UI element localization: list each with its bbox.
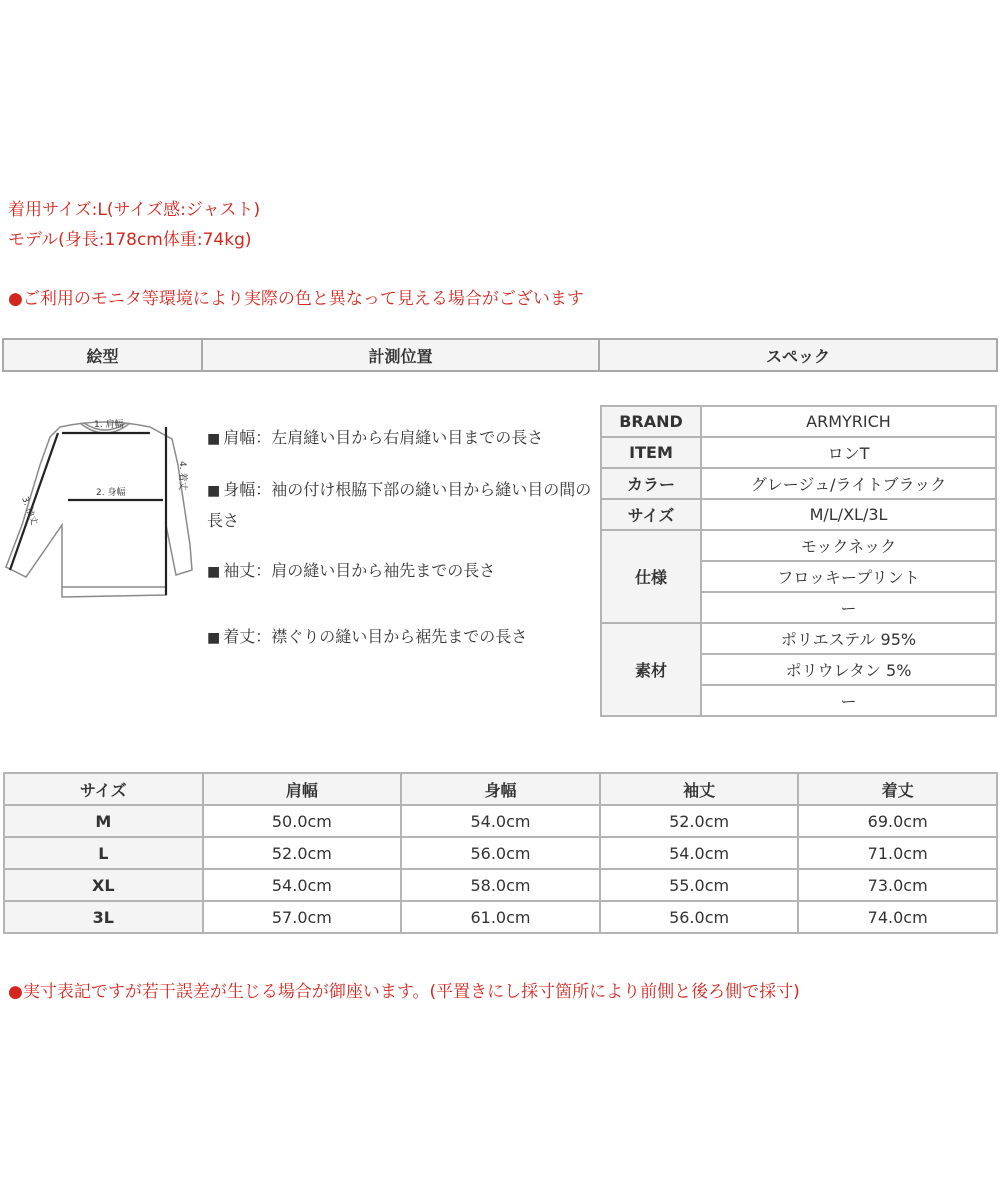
- spec-value-detail: モックネック: [701, 530, 996, 561]
- measurement-error-note: ●実寸表記ですが若干誤差が生じる場合が御座います。(平置きにし採寸箇所により前側と後ろ側で採寸): [8, 982, 800, 1002]
- measure-shoulder-text: 肩幅：左肩縫い目から右肩縫い目までの長さ: [223, 428, 544, 447]
- header-spec: スペック: [598, 338, 998, 372]
- size-value-cell: 54.0cm: [600, 837, 799, 869]
- measure-body-text: 身幅：袖の付け根脇下部の縫い目から縫い目の間の長さ: [207, 480, 592, 530]
- measure-body: [207, 475, 592, 535]
- shirt-outline-icon: [0, 405, 205, 615]
- measure-sleeve: [207, 556, 592, 587]
- size-label-cell: L: [4, 837, 203, 869]
- size-value-cell: 56.0cm: [401, 837, 600, 869]
- garment-diagram: [0, 405, 205, 615]
- header-diagram: 絵型: [2, 338, 203, 372]
- size-header-cell: 着丈: [798, 773, 997, 805]
- model-fit-size-note: 着用サイズ:L(サイズ感:ジャスト): [8, 200, 261, 220]
- measure-length-text: 着丈：襟ぐりの縫い目から裾先までの長さ: [223, 627, 528, 646]
- size-value-cell: 55.0cm: [600, 869, 799, 901]
- spec-value-color: グレージュ/ライトブラック: [701, 468, 996, 499]
- spec-row-color: [601, 468, 996, 499]
- size-value-cell: 50.0cm: [203, 805, 402, 837]
- spec-value-item: ロンT: [701, 437, 996, 468]
- diagram-label-body: 2. 身幅: [96, 488, 126, 498]
- spec-row-item: [601, 437, 996, 468]
- size-value-cell: 74.0cm: [798, 901, 997, 933]
- bullet-square-icon: ■: [207, 630, 221, 646]
- color-difference-note: ●ご利用のモニタ等環境により実際の色と異なって見える場合がございます: [8, 289, 584, 309]
- spec-value-material: ポリエステル 95%: [701, 623, 996, 654]
- table-row: [4, 901, 997, 933]
- size-header-cell: 袖丈: [600, 773, 799, 805]
- size-value-cell: 61.0cm: [401, 901, 600, 933]
- diagram-label-shoulder: 1. 肩幅: [94, 420, 124, 430]
- diagram-label-length: 4. 着丈: [177, 461, 187, 491]
- spec-value-detail: ー: [701, 592, 996, 623]
- size-table-header: [4, 773, 997, 805]
- spec-value-size: M/L/XL/3L: [701, 499, 996, 530]
- spec-key-color: カラー: [601, 468, 701, 499]
- bullet-square-icon: ■: [207, 564, 221, 580]
- table-row: [4, 805, 997, 837]
- size-value-cell: 57.0cm: [203, 901, 402, 933]
- size-value-cell: 58.0cm: [401, 869, 600, 901]
- spec-key-detail: 仕様: [601, 530, 701, 623]
- table-row: [4, 869, 997, 901]
- spec-row-detail: [601, 530, 996, 561]
- size-value-cell: 54.0cm: [203, 869, 402, 901]
- spec-key-item: ITEM: [601, 437, 701, 468]
- spec-value-material: ー: [701, 685, 996, 716]
- section-header: [2, 338, 998, 372]
- size-header-cell: サイズ: [4, 773, 203, 805]
- size-value-cell: 71.0cm: [798, 837, 997, 869]
- bullet-square-icon: ■: [207, 483, 221, 499]
- spec-table: [600, 405, 997, 717]
- measure-shoulder: [207, 423, 592, 454]
- size-label-cell: XL: [4, 869, 203, 901]
- size-label-cell: 3L: [4, 901, 203, 933]
- size-value-cell: 56.0cm: [600, 901, 799, 933]
- size-value-cell: 69.0cm: [798, 805, 997, 837]
- bullet-square-icon: ■: [207, 431, 221, 447]
- measure-sleeve-text: 袖丈：肩の縫い目から袖先までの長さ: [223, 561, 496, 580]
- size-header-cell: 肩幅: [203, 773, 402, 805]
- size-table: [3, 772, 998, 934]
- size-label-cell: M: [4, 805, 203, 837]
- spec-value-material: ポリウレタン 5%: [701, 654, 996, 685]
- spec-row-material: [601, 623, 996, 654]
- size-header-cell: 身幅: [401, 773, 600, 805]
- diagram-label-sleeve: 3. 袖丈: [19, 495, 39, 527]
- size-value-cell: 73.0cm: [798, 869, 997, 901]
- measure-length: [207, 622, 592, 653]
- size-value-cell: 52.0cm: [600, 805, 799, 837]
- table-row: [4, 837, 997, 869]
- size-value-cell: 52.0cm: [203, 837, 402, 869]
- spec-key-size: サイズ: [601, 499, 701, 530]
- size-value-cell: 54.0cm: [401, 805, 600, 837]
- spec-key-material: 素材: [601, 623, 701, 716]
- model-body-note: モデル(身長:178cm体重:74kg): [8, 230, 252, 250]
- spec-row-brand: [601, 406, 996, 437]
- spec-value-brand: ARMYRICH: [701, 406, 996, 437]
- spec-key-brand: BRAND: [601, 406, 701, 437]
- spec-row-size: [601, 499, 996, 530]
- header-measure-position: 計測位置: [201, 338, 600, 372]
- spec-value-detail: フロッキープリント: [701, 561, 996, 592]
